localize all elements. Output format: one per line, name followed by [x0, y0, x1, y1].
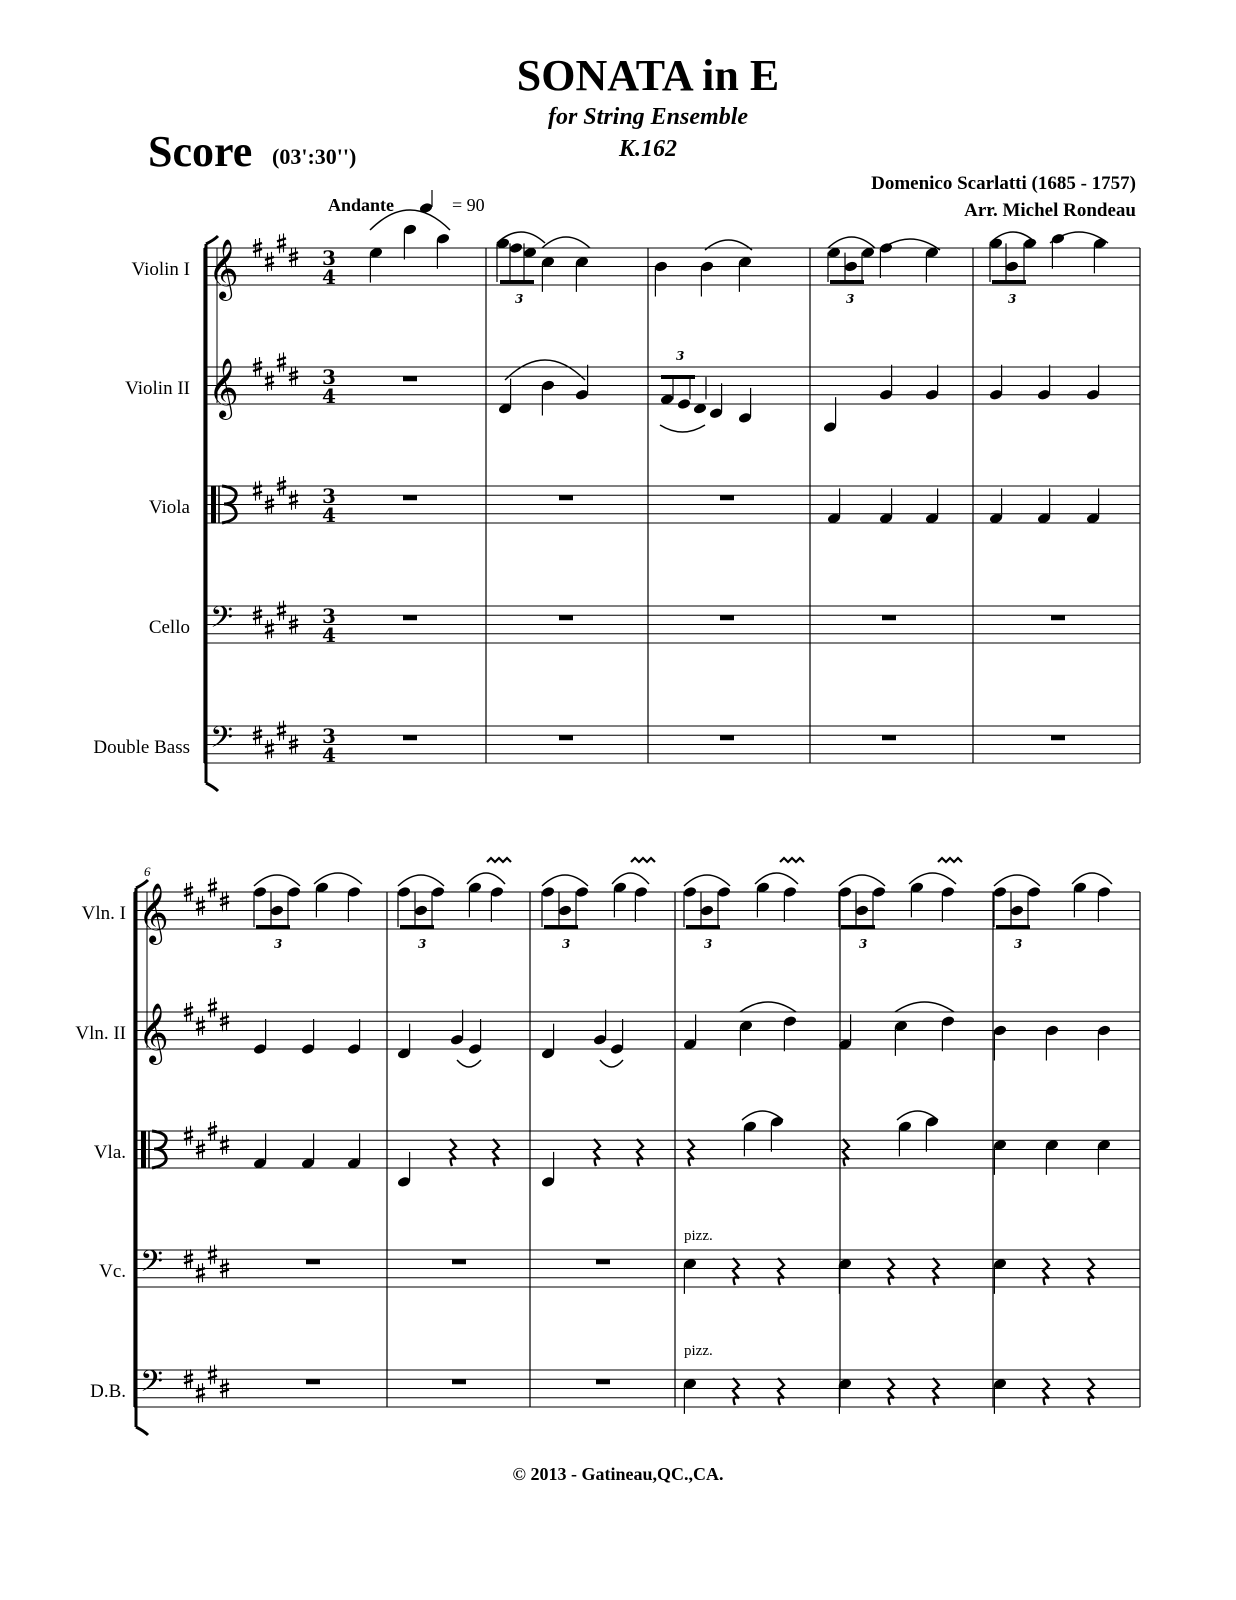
slur — [839, 875, 885, 886]
instrument-label-vla: Vla. — [93, 1142, 126, 1163]
sharp-sign — [220, 896, 229, 899]
tuplet-number: 3 — [562, 937, 571, 951]
note-head — [677, 398, 692, 410]
sharp-sign — [289, 371, 298, 374]
sharp-sign — [220, 1016, 229, 1019]
note-head — [270, 904, 285, 916]
mordent-mark — [938, 858, 962, 862]
quarter-rest — [1043, 1258, 1049, 1285]
quarter-rest — [933, 1258, 939, 1285]
sharp-sign — [196, 1027, 205, 1030]
slur — [994, 875, 1040, 886]
quarter-rest — [450, 1139, 456, 1166]
time-signature-top: 3 — [322, 724, 336, 748]
composer: Domenico Scarlatti (1685 - 1757) — [871, 173, 1136, 194]
sharp-sign — [265, 263, 274, 266]
sharp-sign — [184, 1254, 193, 1257]
tuplet-number: 3 — [676, 349, 685, 363]
whole-rest — [306, 1379, 320, 1384]
quarter-rest — [933, 1378, 939, 1405]
slur — [314, 873, 362, 884]
quarter-rest — [637, 1139, 643, 1166]
alto-clef-icon — [141, 1131, 146, 1168]
sharp-sign — [208, 1376, 217, 1379]
tuplet-number: 3 — [859, 937, 868, 951]
whole-rest — [559, 735, 573, 740]
slur — [542, 237, 590, 248]
sharp-sign — [277, 363, 286, 366]
sharp-sign — [208, 1126, 217, 1129]
whole-rest — [559, 495, 573, 500]
duration: (03':30'') — [272, 144, 357, 169]
whole-rest — [403, 495, 417, 500]
pizz-marking-bass: pizz. — [684, 1343, 713, 1359]
time-signature-bottom: 4 — [322, 384, 336, 408]
tuplet-number: 3 — [418, 937, 427, 951]
sharp-sign — [184, 1380, 193, 1383]
tuplet-number: 3 — [704, 937, 713, 951]
time-signature-bottom: 4 — [322, 743, 336, 767]
whole-rest — [559, 615, 573, 620]
staff-lines — [134, 236, 1140, 1435]
note-head — [700, 904, 715, 916]
sharp-sign — [196, 1274, 205, 1277]
sharp-sign — [265, 382, 274, 385]
sharp-sign — [208, 1008, 217, 1011]
sharp-sign — [208, 1002, 217, 1005]
sharp-sign — [289, 377, 298, 380]
arranger: Arr. Michel Rondeau — [964, 200, 1136, 221]
sharp-sign — [253, 616, 262, 619]
instrument-label-db: D.B. — [90, 1381, 126, 1402]
tuplet-number: 3 — [515, 292, 524, 306]
whole-rest — [306, 1259, 320, 1264]
sharp-sign — [220, 1022, 229, 1025]
slur — [467, 873, 505, 884]
instrument-label-cello: Cello — [148, 617, 190, 638]
score-label: Score — [148, 127, 253, 176]
note-head — [683, 886, 698, 898]
note-head — [253, 886, 268, 898]
instrument-label-vln2: Vln. II — [75, 1023, 126, 1044]
quarter-rest — [493, 1139, 499, 1166]
instrument-label-violin-1: Violin I — [131, 259, 190, 280]
sharp-sign — [289, 740, 298, 743]
whole-rest — [452, 1259, 466, 1264]
quarter-rest — [888, 1378, 894, 1405]
sharp-sign — [253, 362, 262, 365]
note-head — [541, 886, 556, 898]
sharp-sign — [277, 238, 286, 241]
sharp-sign — [277, 244, 286, 247]
sharp-sign — [196, 1151, 205, 1154]
sharp-sign — [277, 487, 286, 490]
bass-clef-icon: 𝄢 — [140, 1365, 164, 1406]
whole-rest — [720, 735, 734, 740]
sharp-sign — [208, 882, 217, 885]
whole-rest — [596, 1379, 610, 1384]
mordent-mark — [631, 858, 655, 862]
bass-clef-icon: 𝄢 — [140, 1245, 164, 1286]
note-head — [1010, 904, 1025, 916]
instrument-label-double-bass: Double Bass — [93, 737, 190, 758]
note-head — [431, 886, 446, 898]
instrument-label-vc: Vc. — [99, 1261, 126, 1282]
whole-rest — [452, 1379, 466, 1384]
slur — [1072, 873, 1112, 884]
slur — [612, 873, 649, 884]
score-title: SONATA in E — [516, 51, 780, 100]
sharp-sign — [220, 1264, 229, 1267]
sharp-sign — [265, 630, 274, 633]
treble-clef-icon: 𝄞 — [138, 883, 169, 943]
note-head — [509, 242, 524, 254]
note-head — [287, 886, 302, 898]
sharp-sign — [208, 1256, 217, 1259]
whole-rest — [1051, 735, 1065, 740]
sharp-sign — [184, 1137, 193, 1140]
sharp-sign — [220, 1146, 229, 1149]
sharp-sign — [184, 1007, 193, 1010]
sharp-sign — [184, 1260, 193, 1263]
sharp-sign — [289, 620, 298, 623]
tuplet-number: 3 — [274, 937, 283, 951]
copyright-footer: © 2013 - Gatineau,QC.,CA. — [512, 1464, 724, 1484]
sharp-sign — [289, 746, 298, 749]
quarter-rest — [594, 1139, 600, 1166]
sharp-sign — [253, 736, 262, 739]
quarter-rest — [1088, 1378, 1094, 1405]
sharp-sign — [220, 1270, 229, 1273]
sharp-sign — [265, 750, 274, 753]
instrument-label-violin-2: Violin II — [125, 378, 190, 399]
note-head — [397, 886, 412, 898]
whole-rest — [403, 615, 417, 620]
quarter-rest — [843, 1139, 849, 1166]
tempo-note-icon — [419, 202, 434, 214]
tempo-value: = 90 — [452, 195, 485, 215]
quarter-rest — [1043, 1378, 1049, 1405]
sharp-sign — [265, 500, 274, 503]
sharp-sign — [289, 252, 298, 255]
time-signature-bottom: 4 — [322, 265, 336, 289]
sharp-sign — [253, 492, 262, 495]
quarter-rest — [888, 1258, 894, 1285]
slur — [828, 237, 875, 248]
whole-rest — [1051, 615, 1065, 620]
slur — [505, 360, 585, 380]
sharp-sign — [289, 501, 298, 504]
measure-number: 6 — [144, 864, 151, 879]
catalog-number: K.162 — [618, 136, 677, 162]
time-signature-top: 3 — [322, 484, 336, 508]
instrument-label-vln1: Vln. I — [81, 903, 126, 924]
sharp-sign — [220, 1390, 229, 1393]
sharp-sign — [289, 258, 298, 261]
slur — [254, 875, 300, 886]
quarter-rest — [778, 1258, 784, 1285]
slur — [755, 873, 798, 884]
mordent-mark — [780, 858, 804, 862]
quarter-rest — [733, 1378, 739, 1405]
whole-rest — [403, 735, 417, 740]
sharp-sign — [196, 1145, 205, 1148]
whole-rest — [882, 615, 896, 620]
sharp-sign — [253, 730, 262, 733]
sharp-sign — [184, 1013, 193, 1016]
quarter-rest — [778, 1378, 784, 1405]
sharp-sign — [208, 1132, 217, 1135]
sharp-sign — [277, 481, 286, 484]
sharp-sign — [220, 1384, 229, 1387]
tempo-marking: Andante — [328, 195, 395, 215]
sharp-sign — [265, 506, 274, 509]
sharp-sign — [208, 888, 217, 891]
slur — [457, 1060, 481, 1067]
whole-rest — [720, 615, 734, 620]
whole-rest — [720, 495, 734, 500]
time-signature-top: 3 — [322, 365, 336, 389]
sharp-sign — [184, 887, 193, 890]
sharp-sign — [253, 249, 262, 252]
sharp-sign — [253, 610, 262, 613]
quarter-rest — [1088, 1258, 1094, 1285]
treble-clef-icon: 𝄞 — [138, 1003, 169, 1063]
sharp-sign — [253, 368, 262, 371]
sharp-sign — [253, 243, 262, 246]
note-head — [575, 886, 590, 898]
note-head — [1027, 886, 1042, 898]
tuplet-number: 3 — [1008, 292, 1017, 306]
time-signature-bottom: 4 — [322, 623, 336, 647]
slur — [398, 875, 444, 886]
note-head — [993, 886, 1008, 898]
bass-clef-icon: 𝄢 — [210, 601, 234, 642]
slur — [895, 1002, 954, 1012]
mordent-mark — [487, 858, 511, 862]
sharp-sign — [277, 612, 286, 615]
sharp-sign — [184, 893, 193, 896]
instrument-label-viola: Viola — [148, 497, 190, 518]
note-head — [558, 904, 573, 916]
quarter-rest — [688, 1139, 694, 1166]
slur — [600, 1060, 623, 1067]
note-head — [717, 886, 732, 898]
quarter-rest — [733, 1258, 739, 1285]
note-head — [414, 904, 429, 916]
whole-rest — [882, 735, 896, 740]
pizz-marking-cello: pizz. — [684, 1228, 713, 1244]
sharp-sign — [196, 907, 205, 910]
sharp-sign — [184, 1374, 193, 1377]
slur — [909, 873, 956, 884]
sharp-sign — [277, 357, 286, 360]
notation-marks — [138, 190, 1112, 1414]
alto-clef-icon — [211, 486, 216, 523]
time-signature-top: 3 — [322, 246, 336, 270]
time-signature-top: 3 — [322, 604, 336, 628]
bass-clef-icon: 𝄢 — [210, 721, 234, 762]
note-head — [1005, 260, 1020, 272]
note-head — [844, 260, 859, 272]
slur — [542, 875, 588, 886]
treble-clef-icon: 𝄞 — [208, 239, 239, 299]
sharp-sign — [277, 732, 286, 735]
slur — [684, 875, 730, 886]
sharp-sign — [220, 902, 229, 905]
whole-rest — [403, 376, 417, 381]
time-signature-bottom: 4 — [322, 503, 336, 527]
slur — [660, 425, 705, 432]
sharp-sign — [196, 1394, 205, 1397]
note-head — [855, 904, 870, 916]
slur — [740, 1002, 796, 1012]
tuplet-number: 3 — [846, 292, 855, 306]
tuplet-number: 3 — [1014, 937, 1023, 951]
whole-rest — [596, 1259, 610, 1264]
treble-clef-icon: 𝄞 — [208, 358, 239, 418]
score-subtitle: for String Ensemble — [547, 104, 749, 130]
sharp-sign — [289, 626, 298, 629]
note-head — [872, 886, 887, 898]
